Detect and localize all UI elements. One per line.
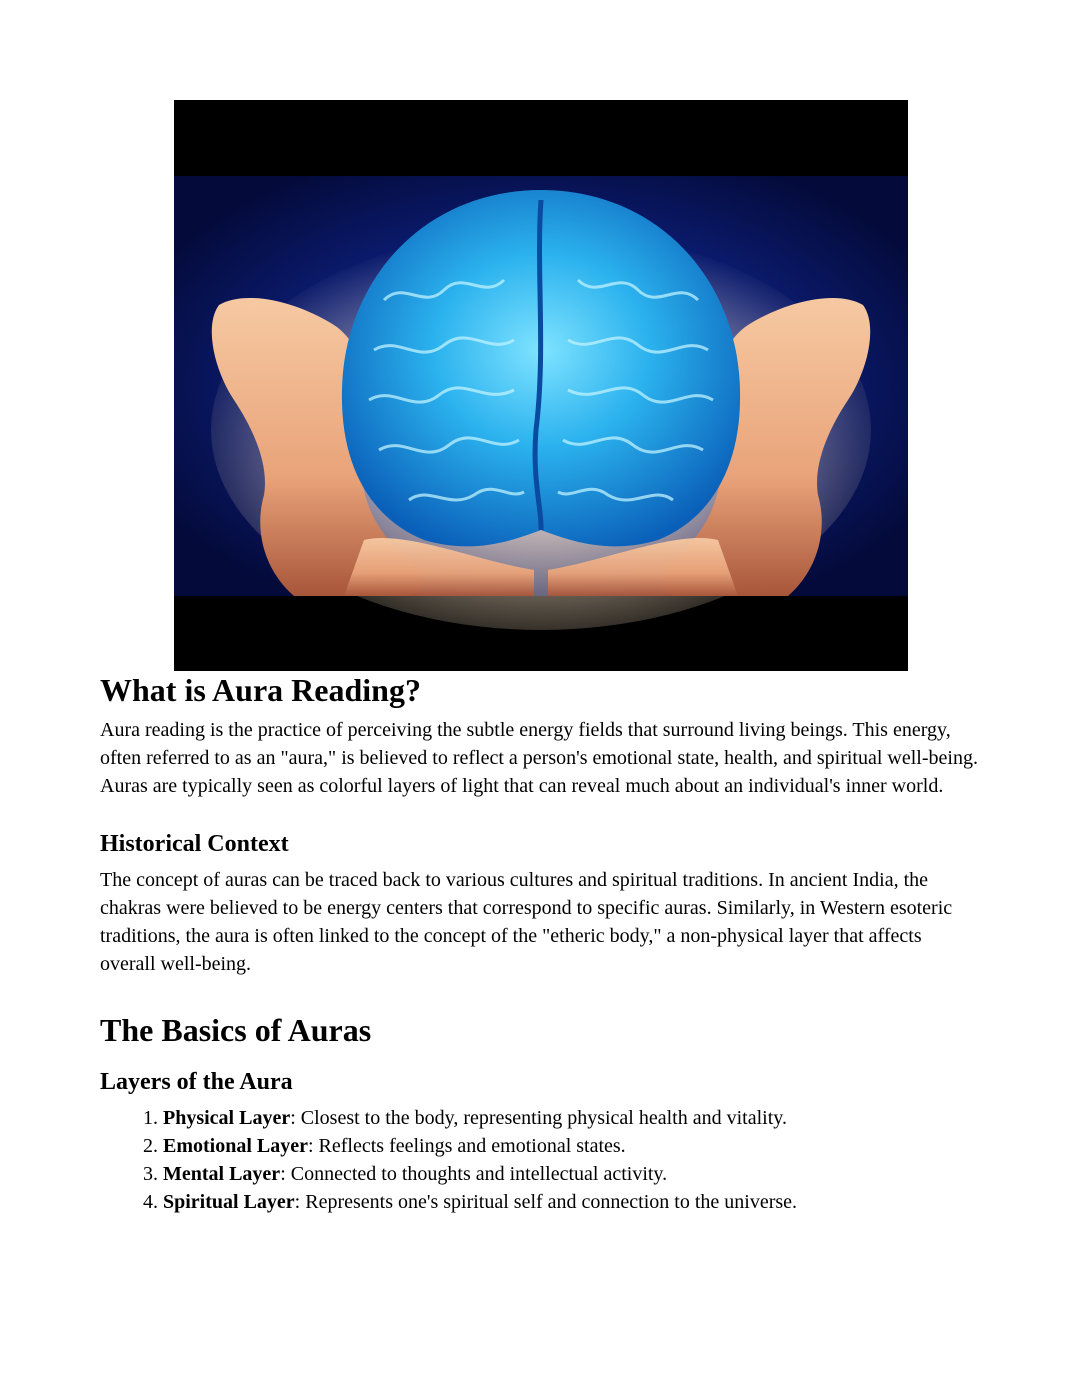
heading-what-is-aura-reading: What is Aura Reading? [100,672,421,708]
layer-term: Mental Layer [163,1163,281,1185]
heading-layers-of-aura: Layers of the Aura [100,1069,293,1095]
list-item [163,1188,982,1216]
layer-desc: : Closest to the body, representing physical health and vitality. [290,1107,787,1129]
layer-desc: : Represents one's spiritual self and connection to the universe. [294,1191,798,1213]
list-item [163,1104,982,1132]
paragraph-what-is-aura-reading: Aura reading is the practice of perceiving the subtle energy fields that surround living beings. This energy, often referred to as an "aura," is believed to reflect a person's emotional state, health, and spiritual well-being. Auras are typically seen as colorful layers of light that can reveal much about an individual's inner world. [100,719,978,797]
heading-historical-context: Historical Context [100,831,289,857]
layer-term: Spiritual Layer [163,1191,295,1213]
layer-desc: : Connected to thoughts and intellectual activity. [280,1163,668,1185]
heading-basics-of-auras: The Basics of Auras [100,1012,372,1048]
brain-in-hands-image [174,100,908,671]
layers-list [100,1104,982,1216]
layer-desc: : Reflects feelings and emotional states. [308,1135,626,1157]
list-item [163,1132,982,1160]
list-item [163,1160,982,1188]
paragraph-historical-context: The concept of auras can be traced back to various cultures and spiritual traditions. In ancient India, the chakras were believed to be energy centers that correspond to specific auras. Similarly, in Western esoteric traditions, the aura is often linked to the concept of the "etheric body," a non-physical layer that affects overall well-being. [100,869,953,975]
layer-term: Emotional Layer [163,1135,308,1157]
article-content [100,672,982,1216]
layer-term: Physical Layer [163,1107,291,1129]
